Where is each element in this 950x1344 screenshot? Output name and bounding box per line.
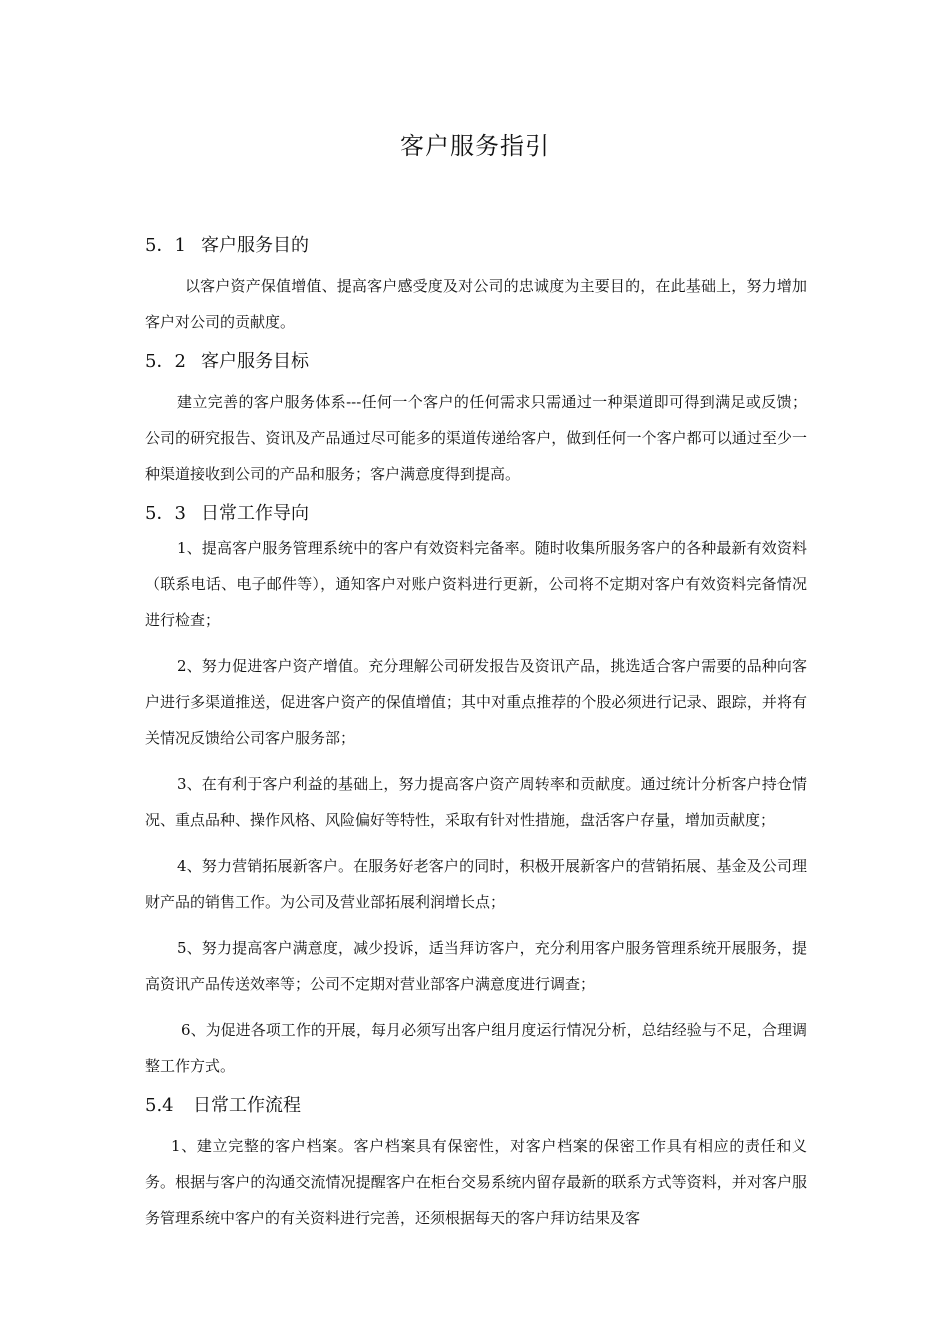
paragraph: 以客户资产保值增值、提高客户感受度及对公司的忠诚度为主要目的，在此基础上，努力增加客户对公司的贡献度。 (145, 277, 807, 331)
paragraph: 建立完善的客户服务体系---任何一个客户的任何需求只需通过一种渠道即可得到满足或反馈；公司的研究报告、资讯及产品通过尽可能多的渠道传递给客户，做到任何一个客户都可以通过至少一种渠道接收到公司的产品和服务；客户满意度得到提高。 (145, 393, 807, 483)
section-heading-5-4 (145, 1090, 807, 1122)
document-title: 客户服务指引 (400, 132, 550, 160)
section-title: 日常工作导向 (201, 503, 309, 524)
paragraph: 6、为促进各项工作的开展，每月必须写出客户组月度运行情况分析，总结经验与不足，合理调整工作方式。 (145, 1021, 807, 1075)
section-title: 客户服务目的 (201, 235, 309, 256)
section-title: 客户服务目标 (201, 351, 309, 372)
section-number: 5．1 (145, 235, 186, 256)
section-number: 5.4 (145, 1095, 174, 1116)
section-heading-5-1 (145, 230, 807, 262)
section-title: 日常工作流程 (193, 1095, 301, 1116)
paragraph: 3、在有利于客户利益的基础上，努力提高客户资产周转率和贡献度。通过统计分析客户持仓情况、重点品种、操作风格、风险偏好等特性，采取有针对性措施，盘活客户存量，增加贡献度； (145, 775, 807, 829)
paragraph: 4、努力营销拓展新客户。在服务好老客户的同时，积极开展新客户的营销拓展、基金及公司理财产品的销售工作。为公司及营业部拓展利润增长点； (145, 857, 807, 911)
section-number: 5．3 (145, 503, 186, 524)
paragraph: 2、努力促进客户资产增值。充分理解公司研发报告及资讯产品，挑选适合客户需要的品种向客户进行多渠道推送，促进客户资产的保值增值；其中对重点推荐的个股必须进行记录、跟踪，并将有关情况反馈给公司客户服务部； (145, 657, 807, 747)
section-heading-5-2 (145, 346, 807, 378)
section-number: 5．2 (145, 351, 186, 372)
paragraph: 5、努力提高客户满意度，减少投诉，适当拜访客户，充分利用客户服务管理系统开展服务，提高资讯产品传送效率等；公司不定期对营业部客户满意度进行调查； (145, 939, 807, 993)
section-heading-5-3 (145, 498, 807, 530)
document-body (145, 230, 807, 1236)
paragraph: 1、提高客户服务管理系统中的客户有效资料完备率。随时收集所服务客户的各种最新有效资料（联系电话、电子邮件等），通知客户对账户资料进行更新，公司将不定期对客户有效资料完备情况进行检查； (145, 539, 807, 629)
paragraph: 1、建立完整的客户档案。客户档案具有保密性，对客户档案的保密工作具有相应的责任和义务。根据与客户的沟通交流情况提醒客户在柜台交易系统内留存最新的联系方式等资料，并对客户服务管理系统中客户的有关资料进行完善，还须根据每天的客户拜访结果及客 (145, 1137, 807, 1227)
